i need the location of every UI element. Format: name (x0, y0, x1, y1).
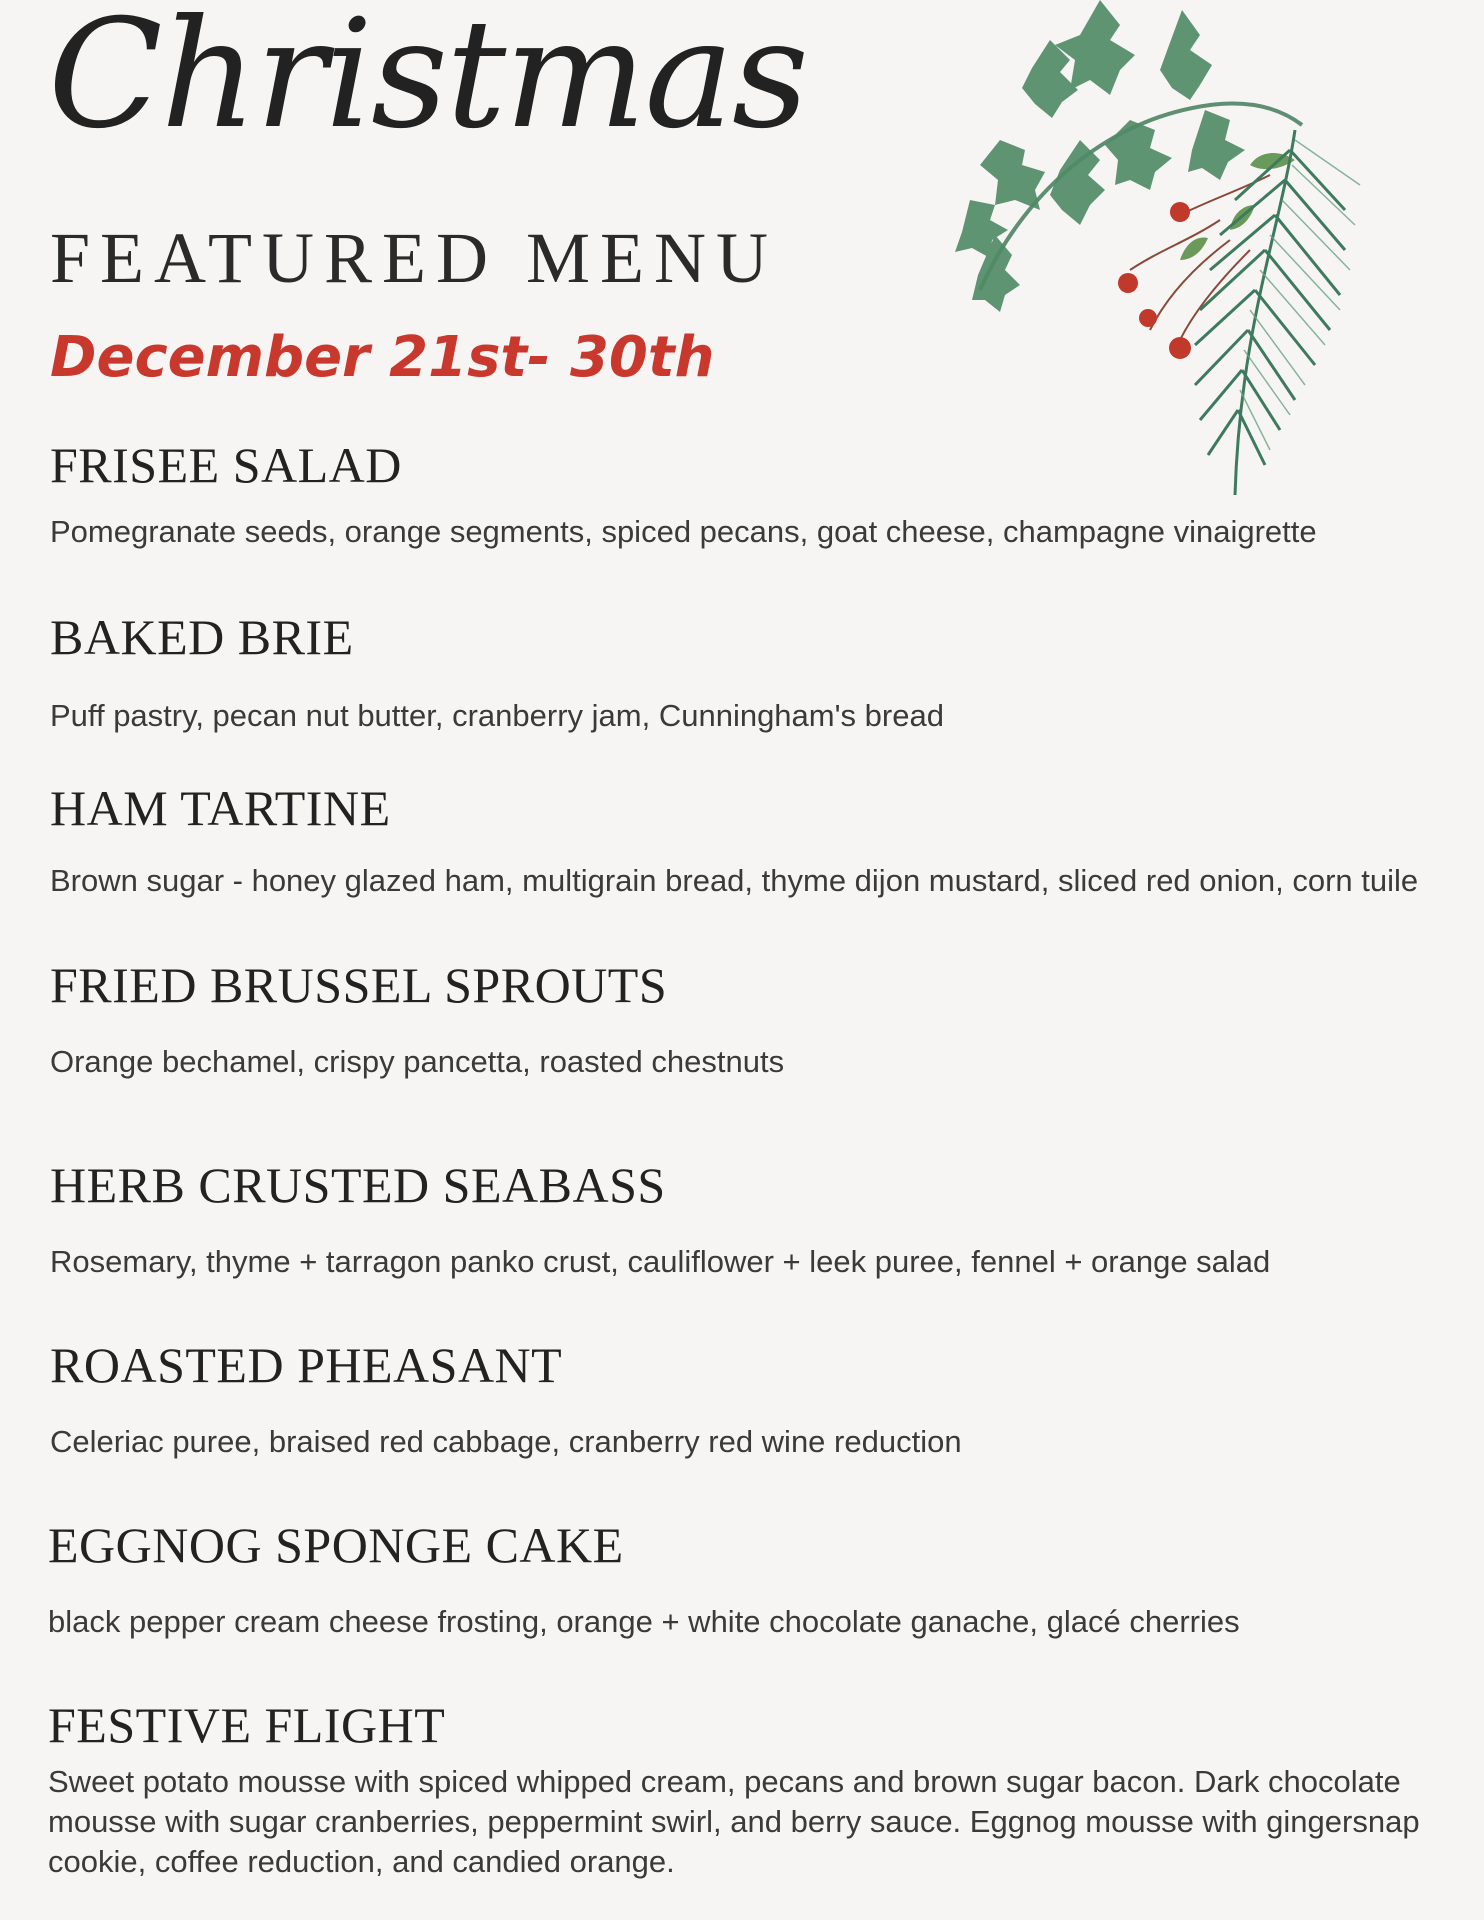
menu-title: Christmas (48, 0, 807, 162)
menu-item (50, 780, 1460, 901)
menu-item-name: BAKED BRIE (50, 609, 354, 665)
menu-item-description: Sweet potato mousse with spiced whipped cream, pecans and brown sugar bacon. Dark chocolate mousse with sugar cranberries, peppermint swirl, and berry sauce. Eggnog mousse with gingersnap cookie, coffee reduction, and candied orange. (48, 1764, 1420, 1879)
menu-item-name: FESTIVE FLIGHT (48, 1697, 446, 1753)
menu-item (50, 437, 1460, 552)
menu-item (48, 1697, 1458, 1882)
menu-item-description: Celeriac puree, braised red cabbage, cranberry red wine reduction (50, 1424, 962, 1459)
menu-item-name: FRISEE SALAD (50, 437, 402, 493)
date-range: December 21st- 30th (50, 325, 715, 390)
menu-item (50, 609, 1460, 736)
menu-item-name: ROASTED PHEASANT (50, 1337, 563, 1393)
menu-item-description: Brown sugar - honey glazed ham, multigrain bread, thyme dijon mustard, sliced red onion, corn tuile (50, 863, 1419, 898)
menu-item (50, 1157, 1460, 1282)
menu-item-description: black pepper cream cheese frosting, orange + white chocolate ganache, glacé cherries (48, 1604, 1240, 1639)
menu-item (48, 1517, 1458, 1642)
menu-subtitle: FEATURED MENU (50, 218, 779, 298)
menu-item-description: Orange bechamel, crispy pancetta, roasted chestnuts (50, 1044, 785, 1079)
menu-item-description: Puff pastry, pecan nut butter, cranberry jam, Cunningham's bread (50, 698, 944, 733)
menu-item-description: Pomegranate seeds, orange segments, spiced pecans, goat cheese, champagne vinaigrette (50, 514, 1317, 549)
menu-item-name: EGGNOG SPONGE CAKE (48, 1517, 624, 1573)
menu-item-name: HERB CRUSTED SEABASS (50, 1157, 666, 1213)
menu-item-description: Rosemary, thyme + tarragon panko crust, cauliflower + leek puree, fennel + orange salad (50, 1244, 1271, 1279)
menu-item (50, 1337, 1460, 1462)
menu-item-name: FRIED BRUSSEL SPROUTS (50, 957, 668, 1013)
menu-item (50, 957, 1460, 1082)
holly-pine-branch-icon (950, 0, 1390, 500)
menu-item-name: HAM TARTINE (50, 780, 391, 836)
